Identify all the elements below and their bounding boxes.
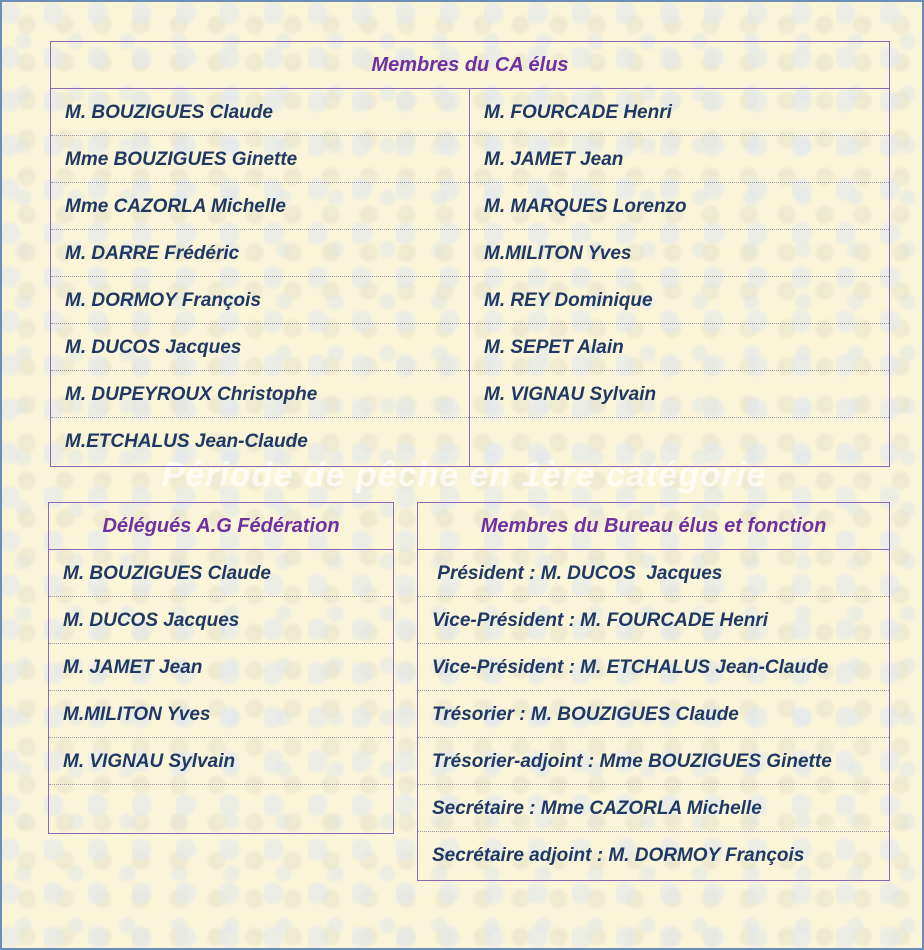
delegate-row: M. DUCOS Jacques [49, 597, 393, 644]
bureau-row: Vice-Président : M. FOURCADE Henri [418, 597, 889, 644]
ca-member-row: M. DUPEYROUX Christophe [51, 371, 469, 418]
delegate-row-empty [49, 785, 393, 832]
ca-members-left-column [51, 89, 470, 467]
delegates-title: Délégués A.G Fédération [49, 503, 393, 550]
delegates-table [48, 502, 394, 834]
ca-members-table [50, 41, 890, 467]
ca-member-row: M.ETCHALUS Jean-Claude [65, 431, 308, 452]
ca-member-row: M.MILITON Yves [470, 230, 889, 277]
ca-member-row: M. FOURCADE Henri [470, 89, 889, 136]
bureau-row: Secrétaire adjoint : M. DORMOY François [432, 845, 805, 866]
bureau-row: Président : M. DUCOS Jacques [418, 550, 889, 597]
delegate-row: M.MILITON Yves [49, 691, 393, 738]
ca-member-row: M. SEPET Alain [470, 324, 889, 371]
bureau-row: Trésorier : M. BOUZIGUES Claude [418, 691, 889, 738]
bureau-title: Membres du Bureau élus et fonction [418, 503, 889, 550]
ca-member-row: M. MARQUES Lorenzo [470, 183, 889, 230]
delegate-row: M. BOUZIGUES Claude [49, 550, 393, 597]
ca-member-row: M. JAMET Jean [470, 136, 889, 183]
ca-member-row: M. DARRE Frédéric [51, 230, 469, 277]
ca-members-title: Membres du CA élus [51, 42, 889, 89]
ca-member-row: M. DORMOY François [51, 277, 469, 324]
delegate-row: M. VIGNAU Sylvain [49, 738, 393, 785]
bureau-row: Trésorier-adjoint : Mme BOUZIGUES Ginette [418, 738, 889, 785]
ca-member-row: M. BOUZIGUES Claude [51, 89, 469, 136]
ca-member-row: M. DUCOS Jacques [51, 324, 469, 371]
ca-member-row: M. VIGNAU Sylvain [470, 371, 889, 418]
watermark-text: Période de pêche en 1ère catégorie [161, 456, 767, 494]
ca-member-row: M. REY Dominique [470, 277, 889, 324]
bureau-row: Secrétaire : Mme CAZORLA Michelle [418, 785, 889, 832]
ca-member-row: Mme BOUZIGUES Ginette [51, 136, 469, 183]
bureau-table [417, 502, 890, 881]
ca-members-right-column [470, 89, 889, 467]
ca-member-row-empty [470, 418, 889, 465]
bureau-row: Vice-Président : M. ETCHALUS Jean-Claude [418, 644, 889, 691]
ca-member-row: Mme CAZORLA Michelle [51, 183, 469, 230]
delegate-row: M. JAMET Jean [49, 644, 393, 691]
